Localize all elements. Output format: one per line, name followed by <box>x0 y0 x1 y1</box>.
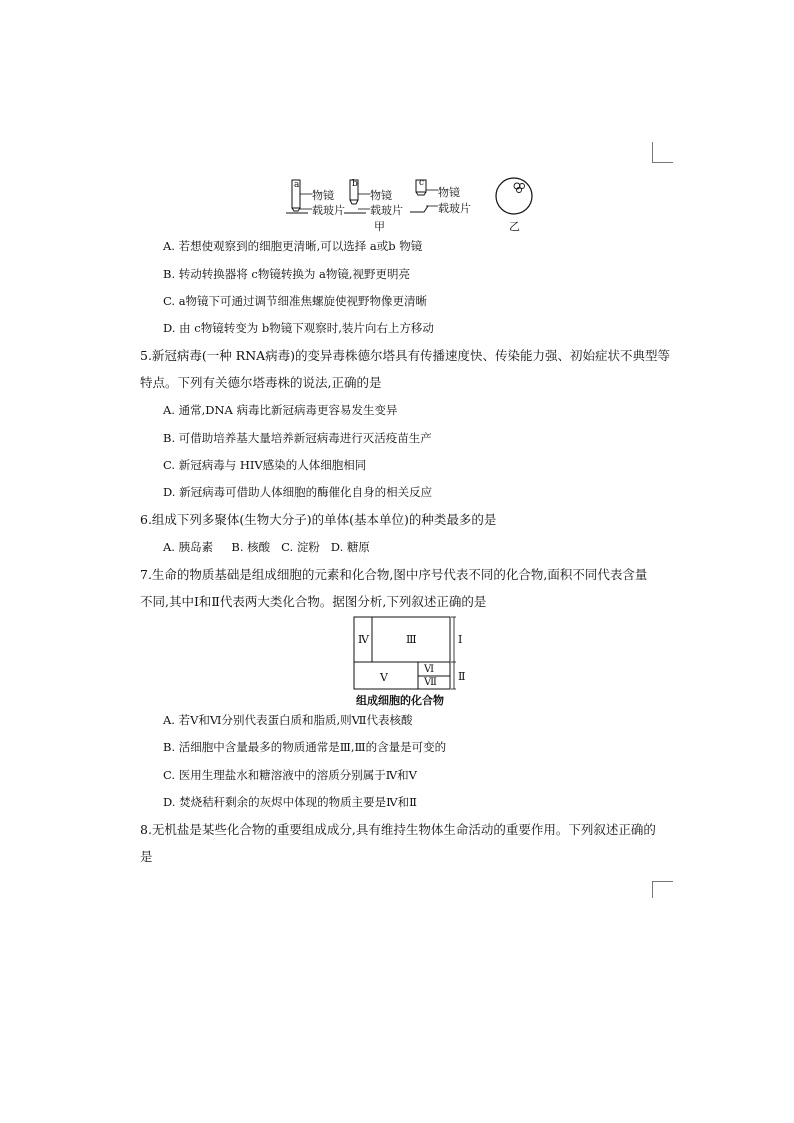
caption-jia: 甲 <box>374 220 385 233</box>
slide-label-c: 载玻片 <box>438 202 471 215</box>
region-iii-label: Ⅲ <box>406 633 417 646</box>
slide-label-a: 载玻片 <box>312 204 345 217</box>
lens-a-label: a <box>294 180 300 190</box>
region-v-label: Ⅴ <box>380 671 388 684</box>
caption-yi: 乙 <box>509 220 520 233</box>
q5-option-c: C. 新冠病毒与 HIV感染的人体细胞相同 <box>163 458 367 472</box>
q5-stem-line2: 特点。下列有关德尔塔毒株的说法,正确的是 <box>140 375 382 390</box>
q7-stem-line1: 7.生命的物质基础是组成细胞的元素和化合物,图中序号代表不同的化合物,面积不同代表含量 <box>140 567 648 582</box>
slide-label-b: 载玻片 <box>370 204 403 217</box>
q4-option-b: B. 转动转换器将 c物镜转换为 a物镜,视野更明亮 <box>163 267 411 281</box>
region-iv-label: Ⅳ <box>358 633 369 646</box>
compound-diagram-caption: 组成细胞的化合物 <box>356 694 444 707</box>
q7-stem-line2: 不同,其中Ⅰ和Ⅱ代表两大类化合物。据图分析,下列叙述正确的是 <box>140 594 487 609</box>
q7-option-d: D. 焚烧秸秆剩余的灰烬中体现的物质主要是Ⅳ和Ⅱ <box>163 795 417 809</box>
objective-label-a: 物镜 <box>312 189 334 202</box>
q8-stem-line2: 是 <box>140 849 153 864</box>
lens-b-label: b <box>352 179 358 189</box>
q4-option-a: A. 若想使观察到的细胞更清晰,可以选择 a或b 物镜 <box>163 239 423 253</box>
region-vii-label: Ⅶ <box>424 677 437 688</box>
q6-options: A. 胰岛素 B. 核酸 C. 淀粉 D. 糖原 <box>163 540 370 554</box>
objective-label-c: 物镜 <box>438 186 460 199</box>
q8-stem-line1: 8.无机盐是某些化合物的重要组成成分,具有维持生物体生命活动的重要作用。下列叙述正确的 <box>140 822 656 837</box>
lens-c-label: c <box>419 178 425 188</box>
objective-label-b: 物镜 <box>370 189 392 202</box>
q5-stem-line1: 5.新冠病毒(一种 RNA病毒)的变异毒株德尔塔具有传播速度快、传染能力强、初始症状不典型等 <box>140 348 671 363</box>
q7-option-c: C. 医用生理盐水和糖溶液中的溶质分别属于Ⅳ和Ⅴ <box>163 768 417 782</box>
q7-option-a: A. 若Ⅴ和Ⅵ分别代表蛋白质和脂质,则Ⅶ代表核酸 <box>163 713 413 727</box>
crop-mark-bottom-right <box>652 881 673 898</box>
region-i-label: Ⅰ <box>458 633 463 646</box>
region-vi-label: Ⅵ <box>424 664 435 675</box>
q7-option-b: B. 活细胞中含量最多的物质通常是Ⅲ,Ⅲ的含量是可变的 <box>163 740 447 754</box>
q4-option-d: D. 由 c物镜转变为 b物镜下观察时,装片向右上方移动 <box>163 321 434 335</box>
q5-option-b: B. 可借助培养基大量培养新冠病毒进行灭活疫苗生产 <box>163 431 432 445</box>
microscope-figure <box>282 176 512 236</box>
crop-mark-top-right <box>652 142 673 163</box>
q5-option-a: A. 通常,DNA 病毒比新冠病毒更容易发生变异 <box>163 403 398 417</box>
field-of-view-diagram <box>494 176 536 218</box>
q5-option-d: D. 新冠病毒可借助人体细胞的酶催化自身的相关反应 <box>163 485 433 499</box>
q4-option-c: C. a物镜下可通过调节细准焦螺旋使视野物像更清晰 <box>163 294 428 308</box>
q6-stem: 6.组成下列多聚体(生物大分子)的单体(基本单位)的种类最多的是 <box>140 512 497 527</box>
region-ii-label: Ⅱ <box>458 670 466 683</box>
